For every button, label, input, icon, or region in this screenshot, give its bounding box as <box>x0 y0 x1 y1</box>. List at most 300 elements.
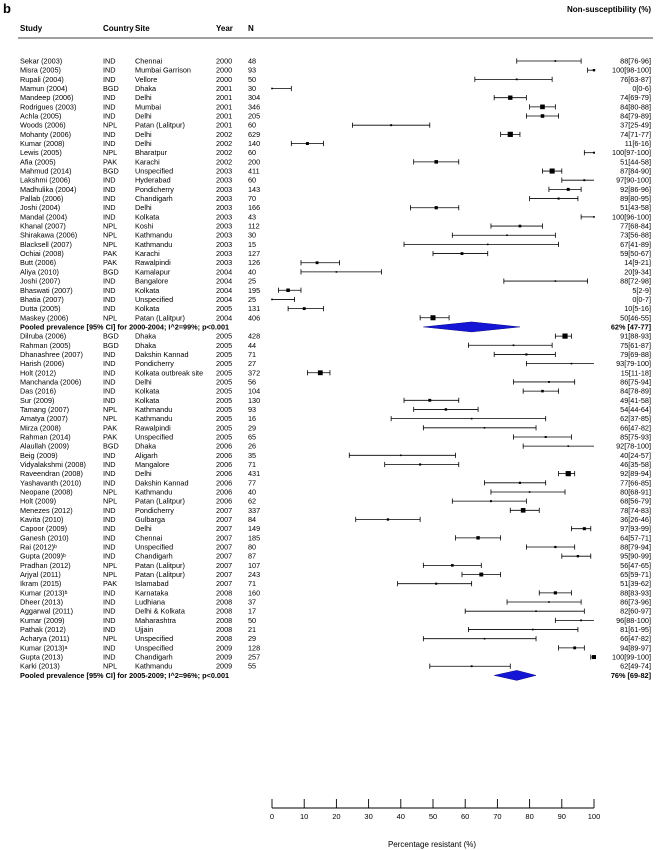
study-name: Mandal (2004) <box>20 212 68 222</box>
study-site: Mangalore <box>135 459 170 469</box>
study-site: Karachi <box>135 249 160 259</box>
study-estimate-label: 66[47-82] <box>620 423 651 433</box>
x-tick-label: 40 <box>396 812 405 821</box>
study-year: 2003 <box>216 184 233 194</box>
study-estimate-label: 78[74-83] <box>620 505 651 515</box>
study-site: Dakshin Kannad <box>135 349 189 359</box>
study-estimate-label: 74[69-79] <box>620 93 651 103</box>
study-estimate-label: 67[41-89] <box>620 239 651 249</box>
study-site: Vellore <box>135 74 158 84</box>
study-row <box>20 543 651 552</box>
study-year: 2006 <box>216 441 233 451</box>
study-name: Kumar (2009) <box>20 615 65 625</box>
point-estimate <box>519 482 521 484</box>
study-n: 127 <box>248 249 261 259</box>
study-estimate-label: 62[37-85] <box>620 414 651 424</box>
study-row <box>20 662 651 671</box>
study-site: Patan (Lalitpur) <box>135 120 185 130</box>
study-site: Patan (Lalitpur) <box>135 560 185 570</box>
x-axis-label: Percentage resistant (%) <box>387 840 477 849</box>
study-country: IND <box>103 606 116 616</box>
study-n: 16 <box>248 414 257 424</box>
pooled-diamond <box>494 670 536 680</box>
study-row <box>20 405 651 414</box>
study-site: Unspecified <box>135 432 174 442</box>
point-estimate <box>593 152 595 154</box>
x-tick-label: 90 <box>557 812 566 821</box>
pooled-value: 62% [47-77] <box>610 322 651 332</box>
study-site: Patan (Lalitpur) <box>135 570 185 580</box>
study-row <box>20 295 651 304</box>
study-year: 2006 <box>216 459 233 469</box>
study-site: Pondicherry <box>135 505 174 515</box>
study-name: Sur (2009) <box>20 395 55 405</box>
study-site: Delhi <box>135 377 152 387</box>
study-row <box>20 84 651 93</box>
study-year: 2005 <box>216 386 233 396</box>
study-estimate-label: 0[0-7] <box>632 294 651 304</box>
study-estimate-label: 100[99-100] <box>612 652 651 662</box>
study-name: Aliya (2010) <box>20 267 59 277</box>
study-n: 80 <box>248 542 257 552</box>
study-site: Kolkata outbreak site <box>135 368 204 378</box>
study-year: 2007 <box>216 533 233 543</box>
study-estimate-label: 93[79-100] <box>616 359 651 369</box>
study-year: 2003 <box>216 239 233 249</box>
study-row <box>20 533 651 542</box>
study-name: Shirakawa (2006) <box>20 230 78 240</box>
study-country: IND <box>103 194 116 204</box>
study-n: 48 <box>248 56 257 66</box>
study-n: 60 <box>248 175 257 185</box>
study-site: Rawalpindi <box>135 423 171 433</box>
point-estimate <box>554 591 557 594</box>
study-row <box>20 497 651 506</box>
study-country: IND <box>103 349 116 359</box>
study-row <box>20 102 651 111</box>
study-site: Chandigarh <box>135 551 173 561</box>
study-country: NPL <box>103 404 118 414</box>
study-n: 428 <box>248 331 261 341</box>
study-n: 372 <box>248 368 261 378</box>
study-name: Woods (2006) <box>20 120 66 130</box>
study-estimate-label: 36[26-46] <box>620 515 651 524</box>
study-country: IND <box>103 294 116 304</box>
study-n: 40 <box>248 267 257 277</box>
study-year: 2006 <box>216 496 233 506</box>
study-site: Unspecified <box>135 542 174 552</box>
study-n: 44 <box>248 340 257 350</box>
study-country: NPL <box>103 120 118 130</box>
study-country: IND <box>103 175 116 185</box>
point-estimate <box>303 307 306 310</box>
study-name: Karki (2013) <box>20 661 60 671</box>
point-estimate <box>545 436 547 438</box>
study-country: IND <box>103 551 116 561</box>
study-country: IND <box>103 505 116 515</box>
point-estimate <box>400 455 402 457</box>
study-row <box>20 377 651 386</box>
study-name: Pallab (2006) <box>20 194 64 204</box>
study-n: 107 <box>248 560 261 570</box>
study-name: Yashavanth (2010) <box>20 478 82 488</box>
study-country: NPL <box>103 496 118 506</box>
study-n: 40 <box>248 487 257 497</box>
study-row <box>20 313 651 322</box>
study-year: 2009 <box>216 643 233 653</box>
study-country: NPL <box>103 414 118 424</box>
study-estimate-label: 92[89-94] <box>620 469 651 479</box>
study-name: Butt (2006) <box>20 258 57 268</box>
x-tick-label: 60 <box>461 812 470 821</box>
study-name: Pradhan (2012) <box>20 560 71 570</box>
x-tick-label: 10 <box>300 812 309 821</box>
point-estimate <box>593 69 595 71</box>
study-row <box>20 148 651 157</box>
study-name: Gupta (2009)ᵇ <box>20 551 66 561</box>
point-estimate <box>487 244 489 246</box>
study-year: 2001 <box>216 93 233 103</box>
study-country: NPL <box>103 230 118 240</box>
x-tick-label: 30 <box>364 812 373 821</box>
study-row <box>20 625 651 634</box>
study-site: Kathmandu <box>135 230 173 240</box>
study-year: 2001 <box>216 84 233 94</box>
study-country: NPL <box>103 560 118 570</box>
study-n: 126 <box>248 258 261 268</box>
study-year: 2008 <box>216 625 233 635</box>
study-country: NPL <box>103 239 118 249</box>
point-estimate <box>476 536 479 539</box>
study-name: Ikram (2015) <box>20 579 62 589</box>
study-country: BGD <box>103 166 119 176</box>
point-estimate <box>435 206 438 209</box>
study-year: 2006 <box>216 469 233 479</box>
study-country: BGD <box>103 331 119 341</box>
study-name: Afia (2005) <box>20 157 56 167</box>
study-n: 71 <box>248 349 257 359</box>
study-year: 2004 <box>216 294 233 304</box>
study-site: Dhaka <box>135 84 157 94</box>
study-country: IND <box>103 377 116 387</box>
study-row <box>20 75 651 84</box>
point-estimate <box>286 289 289 292</box>
study-country: IND <box>103 386 116 396</box>
study-site: Mumbai Garrison <box>135 65 191 75</box>
study-row <box>20 157 651 166</box>
study-name: Raveendran (2008) <box>20 469 83 479</box>
study-estimate-label: 81[61-95] <box>620 625 651 635</box>
study-site: Koshi <box>135 221 154 231</box>
study-n: 55 <box>248 661 257 671</box>
study-n: 50 <box>248 615 257 625</box>
study-name: Sekar (2003) <box>20 56 63 66</box>
study-estimate-label: 51[43-58] <box>620 203 651 213</box>
point-estimate <box>506 234 508 236</box>
study-n: 27 <box>248 359 257 369</box>
study-name: Rodrigues (2003) <box>20 102 77 112</box>
study-year: 2007 <box>216 524 233 534</box>
study-year: 2005 <box>216 404 233 414</box>
pooled-value: 76% [69-82] <box>610 670 651 680</box>
header-year: Year <box>216 24 233 33</box>
study-estimate-label: 74[71-77] <box>620 129 651 139</box>
study-site: Delhi <box>135 524 152 534</box>
study-row <box>20 634 651 643</box>
study-n: 71 <box>248 459 257 469</box>
study-estimate-label: 82[60-97] <box>620 606 651 616</box>
study-row <box>20 203 651 212</box>
study-row <box>20 387 651 396</box>
pooled-diamond <box>423 322 520 332</box>
study-site: Kamalapur <box>135 267 171 277</box>
point-estimate <box>513 344 515 346</box>
study-country: IND <box>103 74 116 84</box>
study-country: IND <box>103 212 116 222</box>
study-estimate-label: 40[24-57] <box>620 450 651 460</box>
study-year: 2005 <box>216 414 233 424</box>
study-n: 131 <box>248 304 261 314</box>
study-estimate-label: 91[88-93] <box>620 331 651 341</box>
study-country: PAK <box>103 432 118 442</box>
study-estimate-label: 64[57-71] <box>620 533 651 543</box>
point-estimate <box>336 271 338 273</box>
study-name: Joshi (2007) <box>20 276 61 286</box>
study-country: IND <box>103 652 116 662</box>
study-estimate-label: 86[75-94] <box>620 377 651 387</box>
study-year: 2002 <box>216 139 233 149</box>
study-n: 629 <box>248 129 261 139</box>
study-year: 2006 <box>216 487 233 497</box>
study-n: 346 <box>248 102 261 112</box>
study-country: IND <box>103 129 116 139</box>
study-n: 62 <box>248 496 257 506</box>
study-country: IND <box>103 395 116 405</box>
study-row <box>20 93 651 102</box>
study-row <box>20 616 651 625</box>
study-country: PAK <box>103 423 118 433</box>
study-site: Chandigarh <box>135 194 173 204</box>
study-name: Mahmud (2014) <box>20 166 72 176</box>
study-n: 15 <box>248 239 257 249</box>
study-name: Holt (2009) <box>20 496 57 506</box>
study-name: Rahman (2014) <box>20 432 71 442</box>
study-year: 2005 <box>216 349 233 359</box>
study-country: IND <box>103 56 116 66</box>
study-year: 2005 <box>216 432 233 442</box>
study-site: Kolkata <box>135 395 160 405</box>
study-row <box>20 653 651 662</box>
study-country: PAK <box>103 249 118 259</box>
study-n: 50 <box>248 74 257 84</box>
study-year: 2006 <box>216 478 233 488</box>
study-estimate-label: 62[49-74] <box>620 661 651 671</box>
study-estimate-label: 95[90-99] <box>620 551 651 561</box>
study-n: 30 <box>248 84 257 94</box>
point-estimate <box>318 370 323 375</box>
study-row <box>20 359 651 368</box>
study-estimate-label: 68[56-79] <box>620 496 651 506</box>
study-year: 2007 <box>216 579 233 589</box>
x-tick-label: 80 <box>525 812 534 821</box>
study-n: 37 <box>248 597 257 607</box>
study-site: Dhaka <box>135 331 157 341</box>
point-estimate <box>271 299 273 301</box>
point-estimate <box>593 216 595 218</box>
study-name: Capoor (2009) <box>20 524 68 534</box>
study-site: Kathmandu <box>135 487 173 497</box>
study-site: Ujjain <box>135 625 154 635</box>
study-country: PAK <box>103 258 118 268</box>
study-country: IND <box>103 524 116 534</box>
study-estimate-label: 88[79-94] <box>620 542 651 552</box>
study-name: Harish (2006) <box>20 359 65 369</box>
point-estimate <box>387 518 389 520</box>
study-site: Kolkata <box>135 304 160 314</box>
study-country: IND <box>103 359 116 369</box>
study-estimate-label: 49[41-58] <box>620 395 651 405</box>
study-site: Delhi <box>135 203 152 213</box>
study-name: Lakshmi (2006) <box>20 175 71 185</box>
study-row <box>20 258 651 267</box>
study-estimate-label: 51[39-62] <box>620 579 651 589</box>
study-n: 56 <box>248 377 257 387</box>
study-site: Unspecified <box>135 166 174 176</box>
study-name: Kumar (2008) <box>20 139 65 149</box>
study-country: IND <box>103 615 116 625</box>
study-site: Kathmandu <box>135 404 173 414</box>
study-site: Gulbarga <box>135 515 166 524</box>
study-site: Karachi <box>135 157 160 167</box>
study-estimate-label: 14[9-21] <box>624 258 651 268</box>
study-year: 2001 <box>216 111 233 121</box>
study-site: Delhi & Kolkata <box>135 606 185 616</box>
study-name: Kavita (2010) <box>20 515 64 524</box>
study-year: 2007 <box>216 570 233 580</box>
study-row <box>20 286 651 295</box>
study-estimate-label: 20[9-34] <box>624 267 651 277</box>
point-estimate <box>316 261 319 264</box>
study-row <box>20 396 651 405</box>
study-country: IND <box>103 93 116 103</box>
point-estimate <box>529 491 531 493</box>
study-n: 60 <box>248 120 257 130</box>
point-estimate <box>548 381 550 383</box>
study-year: 2008 <box>216 588 233 598</box>
study-row <box>20 432 651 441</box>
study-estimate-label: 10[5-16] <box>624 304 651 314</box>
study-country: IND <box>103 102 116 112</box>
study-n: 70 <box>248 194 257 204</box>
study-year: 2003 <box>216 212 233 222</box>
study-estimate-label: 77[66-85] <box>620 478 651 488</box>
study-n: 160 <box>248 588 261 598</box>
point-estimate <box>471 665 473 667</box>
point-estimate <box>521 508 526 513</box>
study-row <box>20 185 651 194</box>
study-site: Pondicherry <box>135 184 174 194</box>
point-estimate <box>516 78 518 80</box>
study-estimate-label: 54[44-64] <box>620 404 651 414</box>
study-n: 104 <box>248 386 261 396</box>
study-site: Bangalore <box>135 276 169 286</box>
study-estimate-label: 59[50-67] <box>620 249 651 259</box>
point-estimate <box>508 96 512 100</box>
study-name: Vidyalakshmi (2008) <box>20 459 86 469</box>
study-row <box>20 451 651 460</box>
study-year: 2003 <box>216 230 233 240</box>
point-estimate <box>434 160 438 164</box>
study-n: 304 <box>248 93 261 103</box>
study-name: Beig (2009) <box>20 450 58 460</box>
header-site: Site <box>135 24 150 33</box>
study-year: 2003 <box>216 249 233 259</box>
study-estimate-label: 100[96-100] <box>612 212 651 222</box>
study-year: 2005 <box>216 340 233 350</box>
study-estimate-label: 92[78-100] <box>616 441 651 451</box>
study-n: 84 <box>248 515 257 524</box>
point-estimate <box>571 363 573 365</box>
study-row <box>20 515 651 524</box>
point-estimate <box>451 564 454 567</box>
study-year: 2007 <box>216 542 233 552</box>
study-estimate-label: 86[73-96] <box>620 597 651 607</box>
point-estimate <box>567 188 570 191</box>
study-n: 200 <box>248 157 261 167</box>
study-name: Gupta (2013) <box>20 652 63 662</box>
study-year: 2004 <box>216 276 233 286</box>
study-n: 243 <box>248 570 261 580</box>
study-estimate-label: 88[83-93] <box>620 588 651 598</box>
study-row <box>20 121 651 130</box>
study-row <box>20 524 651 533</box>
study-name: Aggarwal (2011) <box>20 606 73 616</box>
study-year: 2005 <box>216 395 233 405</box>
point-estimate <box>562 334 567 339</box>
study-n: 65 <box>248 432 257 442</box>
study-n: 93 <box>248 65 257 75</box>
study-n: 43 <box>248 212 257 222</box>
study-name: Lewis (2005) <box>20 148 62 158</box>
study-estimate-label: 50[46-55] <box>620 313 651 323</box>
study-country: IND <box>103 111 116 121</box>
study-row <box>20 341 651 350</box>
study-site: Ludhiana <box>135 597 166 607</box>
point-estimate <box>428 399 431 402</box>
study-row <box>20 139 651 148</box>
study-site: Islamabad <box>135 579 169 589</box>
study-year: 2002 <box>216 129 233 139</box>
point-estimate <box>430 315 435 320</box>
study-year: 2003 <box>216 258 233 268</box>
study-site: Delhi <box>135 139 152 149</box>
study-estimate-label: 97[90-100] <box>616 175 651 185</box>
study-row <box>20 231 651 240</box>
study-estimate-label: 51[44-58] <box>620 157 651 167</box>
study-estimate-label: 87[84-90] <box>620 166 651 176</box>
study-row <box>20 506 651 515</box>
study-country: IND <box>103 459 116 469</box>
point-estimate <box>573 646 576 649</box>
study-country: IND <box>103 533 116 543</box>
x-tick-label: 50 <box>428 812 438 821</box>
pooled-label: Pooled prevalence [95% CI] for 2000-2004; I^2=99%; p<0.001 <box>20 322 230 332</box>
study-country: NPL <box>103 634 118 644</box>
study-site: Dhaka <box>135 340 157 350</box>
study-estimate-label: 97[93-99] <box>620 524 651 534</box>
study-row <box>20 240 651 249</box>
study-row <box>20 66 651 75</box>
